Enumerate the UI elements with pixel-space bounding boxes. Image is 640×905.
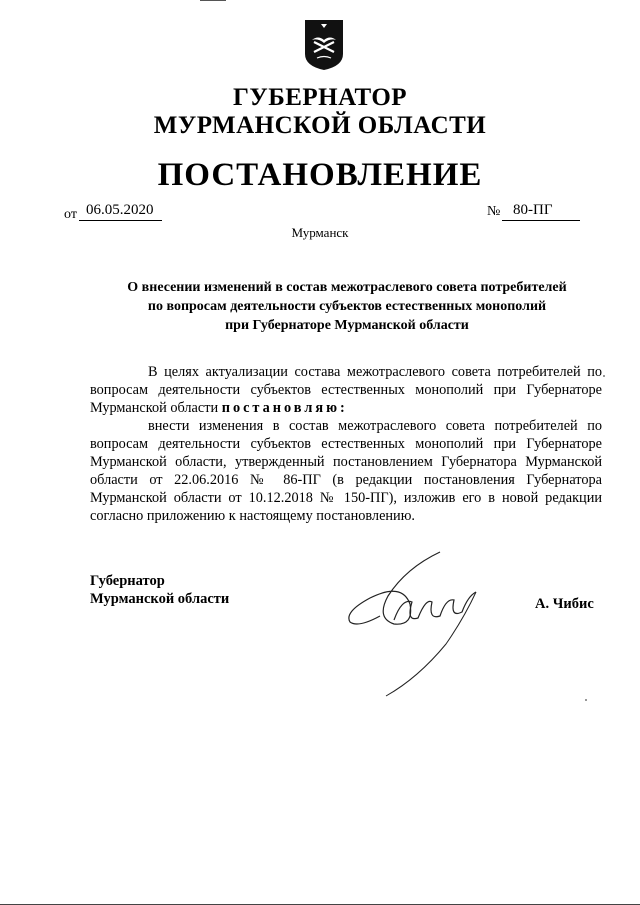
title-line: О внесении изменений в состав межотраслевого совета потребителей (127, 280, 567, 295)
body-paragraph-2: внести изменения в состав межотраслевого совета потребителей по вопросам деятельности субъектов естественных монополий при Губернаторе Мурманской области, утвержденный постановлением Губернатора Мурманской области от 22.06.2016 № 86-ПГ (в редакции постановления Губернатора Мурманской области от 10.12.2018 № 150-ПГ), изложив его в новой редакции согласно приложению к настоящему постановлению. (90, 418, 602, 524)
document-title (84, 278, 610, 335)
scan-speck (585, 699, 587, 701)
document-date: 06.05.2020 (86, 202, 154, 218)
document-body (90, 363, 602, 525)
signer-name: А. Чибис (535, 596, 594, 612)
number-label: № (487, 204, 501, 219)
number-underline (502, 220, 580, 221)
document-number: 80-ПГ (513, 202, 553, 218)
decree-word: постановляю: (221, 400, 348, 416)
body-paragraph-1 (90, 363, 602, 417)
date-label: от (64, 207, 77, 222)
top-edge-mark (200, 0, 226, 1)
signer-position-line2: Мурманской области (90, 591, 230, 607)
city-name: Мурманск (291, 225, 349, 240)
org-title-line1: ГУБЕРНАТОР (232, 84, 408, 111)
title-line: при Губернаторе Мурманской области (225, 318, 469, 333)
coat-of-arms-icon (303, 18, 345, 72)
signer-position-line1: Губернатор (90, 573, 165, 589)
handwritten-signature (336, 548, 486, 708)
scan-speck (603, 375, 605, 377)
org-title-line2: МУРМАНСКОЙ ОБЛАСТИ (153, 112, 487, 139)
body-text: В целях актуализации состава межотраслевого совета потребителей по вопросам деятельности субъектов естественных монополий при Губернаторе Мурманской области (90, 364, 602, 416)
signer-position (90, 572, 229, 608)
date-underline (79, 220, 162, 221)
title-line: по вопросам деятельности субъектов естественных монополий (147, 299, 547, 314)
document-type: ПОСТАНОВЛЕНИЕ (157, 157, 483, 193)
